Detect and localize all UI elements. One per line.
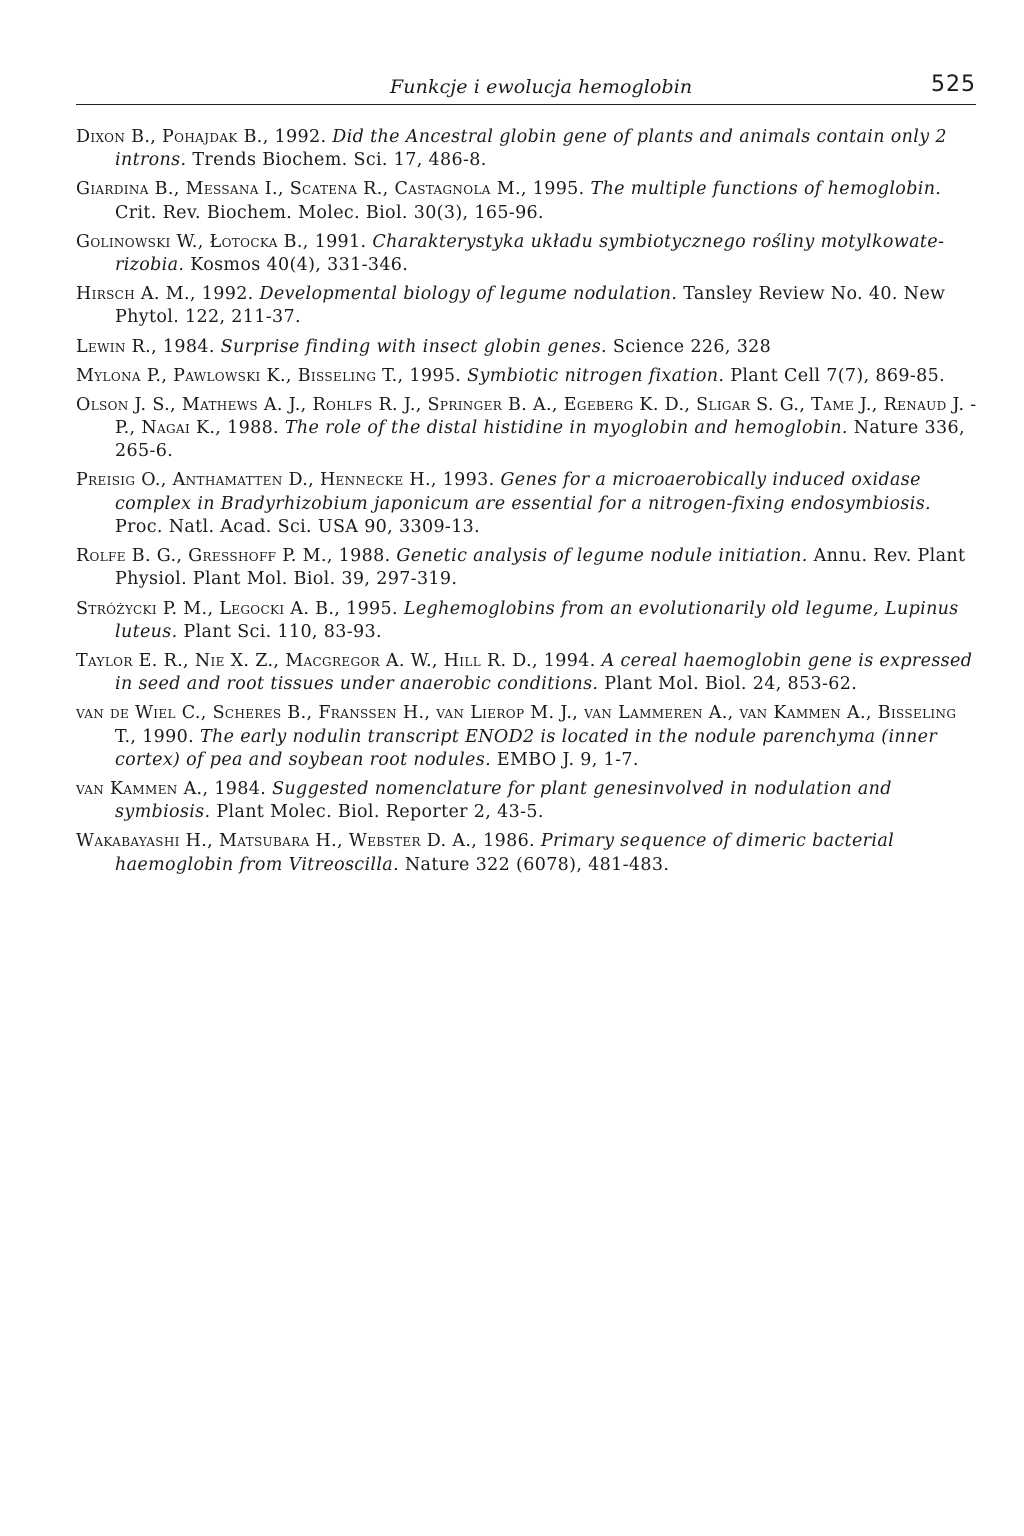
reference-year: , 1995.	[397, 365, 468, 386]
reference-authors: Preisig O., Anthamatten D., Hennecke H.	[76, 470, 431, 491]
reference-authors: Olson J. S., Mathews A. J., Rohlfs R. J., Springer B. A., Egeberg K. D., Sligar S. G., Tame J., Renaud J. -P., Nagai K.	[76, 394, 977, 439]
reference-title: Surprise finding with insect globin genes.	[220, 336, 607, 357]
reference-source: Nature 336, 265-6.	[115, 418, 965, 462]
reference-entry	[76, 283, 980, 330]
reference-source: Plant Sci. 110, 83-93.	[177, 621, 382, 642]
reference-authors: Mylona P., Pawlowski K., Bisseling T.	[76, 365, 398, 386]
page-number: 525	[931, 72, 976, 97]
reference-year: , 1995.	[334, 598, 404, 619]
reference-title: Developmental biology of legume nodulation.	[259, 284, 678, 305]
reference-source: Nature 322 (6078), 481-483.	[398, 854, 670, 875]
reference-authors: Dixon B., Pohajdak B.	[76, 127, 263, 147]
reference-authors: Golinowski W., Łotocka B.	[76, 231, 303, 252]
reference-entry	[76, 231, 980, 278]
reference-title: The role of the distal histidine in myoglobin and hemoglobin.	[284, 418, 848, 439]
running-header	[76, 72, 976, 105]
reference-year: , 1991.	[302, 231, 373, 252]
reference-year: , 1995.	[520, 179, 591, 200]
reference-entry	[76, 650, 980, 697]
reference-year: , 1984.	[151, 336, 221, 357]
reference-source: EMBO J. 9, 1-7.	[491, 749, 639, 770]
reference-entry	[76, 126, 980, 173]
reference-source: Plant Cell 7(7), 869-85.	[724, 365, 945, 386]
reference-entry	[76, 545, 980, 592]
reference-authors: Lewin R.	[76, 336, 152, 357]
reference-entry	[76, 830, 980, 877]
reference-authors: Rolfe B. G., Gresshoff P. M.	[76, 546, 327, 567]
reference-title: Genetic analysis of legume nodule initiation.	[396, 546, 808, 567]
reference-year: , 1994.	[531, 650, 602, 671]
reference-authors: Stróżycki P. M., Legocki A. B.	[76, 598, 335, 619]
reference-authors: Wakabayashi H., Matsubara H., Webster D. A.	[76, 831, 472, 852]
reference-source: Plant Mol. Biol. 24, 853-62.	[598, 674, 858, 695]
reference-title: Primary sequence of dimeric bacterial haemoglobin from Vitreoscilla.	[115, 831, 895, 875]
reference-year: , 1988.	[326, 546, 397, 567]
reference-source: Kosmos 40(4), 331-346.	[184, 255, 409, 276]
reference-source: Proc. Natl. Acad. Sci. USA 90, 3309-13.	[115, 517, 481, 538]
reference-source: Tansley Review No. 40. New Phytol. 122, 211-37.	[115, 284, 946, 328]
reference-source: Science 226, 328	[606, 336, 772, 357]
reference-authors: Giardina B., Messana I., Scatena R., Castagnola M.	[76, 179, 521, 200]
reference-year: , 1986.	[471, 831, 541, 852]
reference-year: , 1990.	[130, 726, 200, 747]
reference-authors: van de Wiel C., Scheres B., Franssen H., van Lierop M. J., van Lammeren A., van Kammen A., Bisseling T.	[76, 703, 957, 747]
reference-entry	[76, 365, 980, 388]
reference-title: A cereal haemoglobin gene is expressed in seed and root tissues under anaerobic conditions.	[115, 650, 973, 695]
reference-title: Charakterystyka układu symbiotycznego rośliny motylkowate-rizobia.	[115, 231, 945, 276]
reference-authors: Taylor E. R., Nie X. Z., Macgregor A. W., Hill R. D.	[76, 650, 532, 671]
reference-authors: van Kammen A.	[76, 778, 203, 799]
reference-title: Suggested nomenclature for plant genesinvolved in nodulation and symbiosis.	[115, 778, 892, 823]
reference-year: , 1984.	[202, 778, 273, 799]
reference-entry	[76, 778, 980, 825]
reference-year: , 1988.	[215, 418, 285, 439]
reference-source: Plant Molec. Biol. Reporter 2, 43-5.	[210, 802, 544, 823]
reference-entry	[76, 394, 980, 464]
reference-list	[76, 126, 980, 883]
reference-title: Genes for a microaerobically induced oxidase complex in Bradyrhizobium japonicum are essential for a nitrogen-fixing endosymbiosis.	[115, 470, 931, 514]
reference-year: , 1992.	[189, 284, 260, 305]
reference-entry	[76, 598, 980, 645]
reference-entry	[76, 702, 980, 772]
reference-year: , 1992.	[262, 127, 333, 147]
reference-source: Crit. Rev. Biochem. Molec. Biol. 30(3), 165-96.	[115, 202, 544, 223]
reference-title: Leghemoglobins from an evolutionarily old legume, Lupinus luteus.	[115, 598, 959, 642]
reference-entry	[76, 178, 980, 225]
reference-title: Did the Ancestral globin gene of plants and animals contain only 2 introns.	[115, 127, 947, 171]
reference-source: Annu. Rev. Plant Physiol. Plant Mol. Biol. 39, 297-319.	[115, 546, 966, 590]
reference-entry	[76, 469, 980, 539]
reference-title: Symbiotic nitrogen fixation.	[467, 365, 725, 386]
reference-source: Trends Biochem. Sci. 17, 486-8.	[186, 150, 487, 171]
reference-title: The early nodulin transcript ENOD2 is located in the nodule parenchyma (inner cortex) of pea and soybean root nodules.	[115, 726, 938, 770]
reference-authors: Hirsch A. M.	[76, 284, 190, 305]
reference-title: The multiple functions of hemoglobin.	[590, 179, 942, 200]
running-title: Funkcje i ewolucja hemoglobin	[390, 76, 693, 98]
reference-year: , 1993.	[430, 470, 501, 491]
reference-entry	[76, 336, 980, 359]
